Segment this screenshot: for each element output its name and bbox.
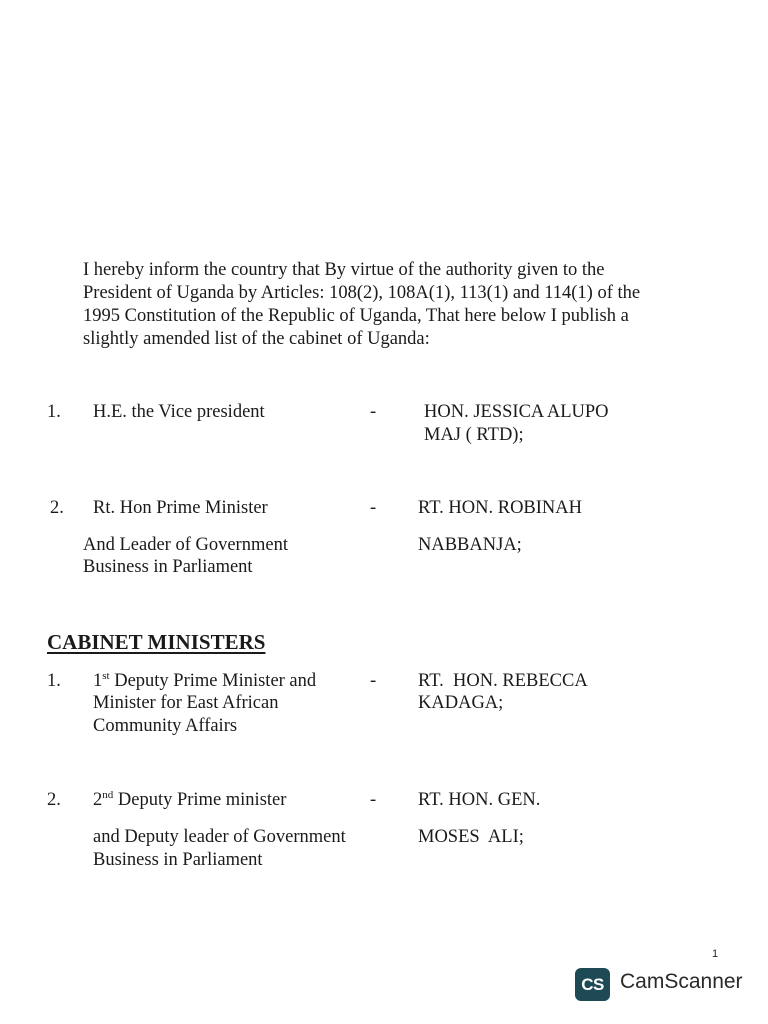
appointee-name: KADAGA; bbox=[418, 693, 504, 713]
item-number: 1. bbox=[47, 671, 61, 691]
camscanner-watermark: CamScanner bbox=[620, 970, 743, 993]
intro-line: slightly amended list of the cabinet of Uganda: bbox=[83, 329, 430, 349]
dash: - bbox=[370, 402, 377, 422]
office-title: And Leader of Government bbox=[83, 535, 288, 555]
item-number: 2. bbox=[50, 498, 64, 518]
office-title: Business in Parliament bbox=[93, 850, 263, 870]
dash: - bbox=[370, 498, 377, 518]
appointee-name: RT. HON. REBECCA bbox=[418, 671, 588, 691]
office-title: Community Affairs bbox=[93, 716, 238, 736]
office-title: 1st Deputy Prime Minister and bbox=[93, 669, 317, 691]
item-number: 2. bbox=[47, 790, 61, 810]
intro-line: 1995 Constitution of the Republic of Uganda, That here below I publish a bbox=[83, 306, 629, 326]
office-title: Rt. Hon Prime Minister bbox=[93, 498, 268, 518]
dash: - bbox=[370, 671, 377, 691]
appointee-name: RT. HON. GEN. bbox=[418, 790, 541, 810]
page-number: 1 bbox=[712, 948, 719, 960]
intro-line: I hereby inform the country that By virtue of the authority given to the bbox=[83, 260, 605, 280]
office-title: Business in Parliament bbox=[83, 557, 253, 577]
dash: - bbox=[370, 790, 377, 810]
appointee-name: MOSES ALI; bbox=[418, 827, 524, 847]
intro-paragraph bbox=[83, 259, 723, 351]
cabinet-ministers-heading: CABINET MINISTERS bbox=[47, 630, 266, 654]
office-title: H.E. the Vice president bbox=[93, 402, 265, 422]
appointee-name: RT. HON. ROBINAH bbox=[418, 498, 583, 518]
intro-line: President of Uganda by Articles: 108(2), 108A(1), 113(1) and 114(1) of the bbox=[83, 283, 641, 303]
office-title: 2nd Deputy Prime minister bbox=[93, 788, 287, 810]
item-number: 1. bbox=[47, 402, 61, 422]
office-title: Minister for East African bbox=[93, 693, 279, 713]
appointee-name: NABBANJA; bbox=[418, 535, 522, 555]
appointee-name: HON. JESSICA ALUPO bbox=[424, 402, 609, 422]
camscanner-logo-icon: CS bbox=[575, 968, 610, 1001]
office-title: and Deputy leader of Government bbox=[93, 827, 346, 847]
appointee-name: MAJ ( RTD); bbox=[424, 425, 524, 445]
